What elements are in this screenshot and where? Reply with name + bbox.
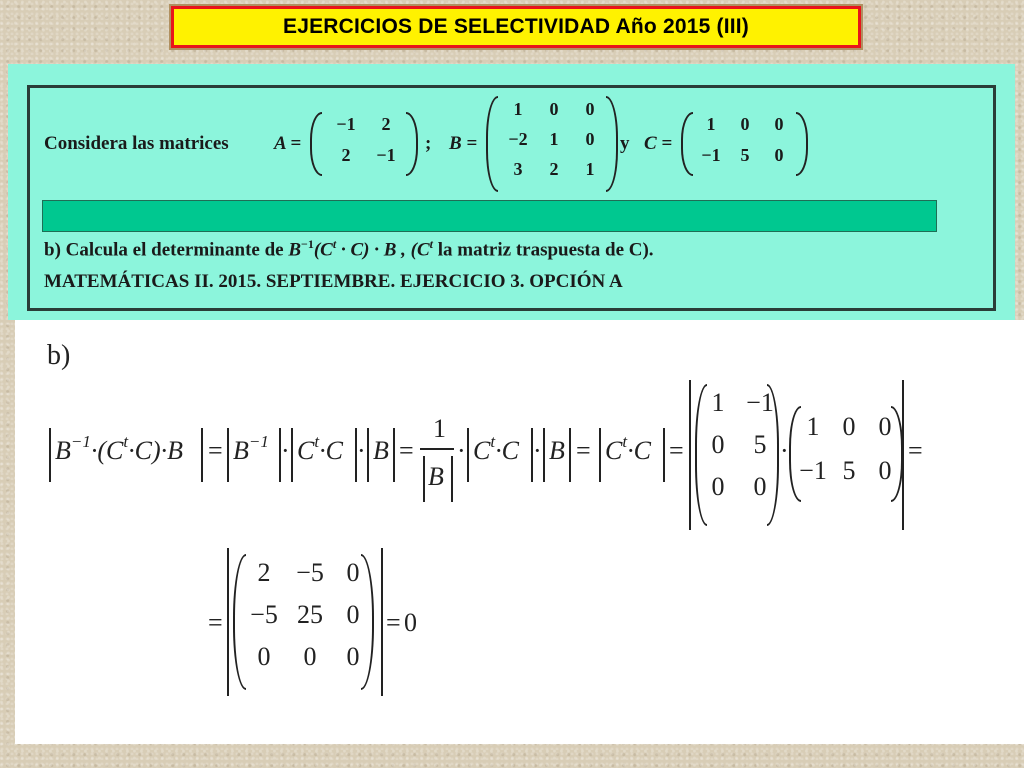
abs-bar — [423, 456, 425, 502]
dot: · — [780, 436, 789, 465]
dot: · — [457, 436, 466, 465]
matrix-cell: −1 — [701, 145, 721, 165]
abs-bar — [49, 428, 51, 482]
abs-bar — [291, 428, 293, 482]
matrix-cell: −5 — [250, 600, 278, 629]
matrix-a — [326, 114, 406, 166]
matrix-cell: 0 — [303, 642, 317, 671]
part-b-expr-end: · C) · B , (C — [340, 239, 430, 261]
matrix-cell: 25 — [297, 600, 323, 629]
abs-bar — [393, 428, 395, 482]
matrix-cell: 0 — [549, 99, 559, 119]
det-bar-right — [381, 548, 383, 696]
solution-panel — [15, 320, 1024, 744]
matrix-cell: 0 — [346, 558, 360, 587]
matrix-a-label: A = — [274, 133, 302, 154]
matrix-cell: −1 — [376, 145, 396, 165]
part-b-statement — [44, 237, 654, 261]
matrix-cell: 0 — [740, 114, 750, 134]
eq-binv-term: $B^{-1}\cdot(C^t\cdot C)\cdot B$ — [55, 432, 183, 465]
matrix-cell: 5 — [842, 456, 856, 485]
dot: · — [533, 436, 542, 465]
matrix-cell: 2 — [549, 159, 559, 179]
matrix-cell: 1 — [806, 412, 820, 441]
fraction-numerator: 1 — [433, 414, 446, 443]
eq-ctc: $C^t\cdot C$ — [473, 432, 519, 465]
matrix-cell: −1 — [746, 388, 774, 417]
matrix-cell: 0 — [774, 114, 784, 134]
solution-matrix-c — [795, 412, 903, 486]
det-bar-right — [902, 380, 904, 530]
matrix-cell: 0 — [257, 642, 271, 671]
part-b-prefix: b) Calcula el determinante de — [44, 239, 284, 261]
eq-b: B — [549, 436, 565, 465]
matrix-b — [500, 99, 608, 180]
abs-bar — [663, 428, 665, 482]
slide-title-box — [171, 6, 861, 48]
part-b-expr-t2: t — [429, 237, 433, 251]
matrix-b-label: B = — [449, 133, 478, 154]
matrix-cell: 0 — [711, 430, 725, 459]
eq-ctc: $C^t\cdot C$ — [297, 432, 343, 465]
matrix-c-label: C = — [644, 133, 673, 154]
matrix-cell: 0 — [711, 472, 725, 501]
dot: · — [281, 436, 290, 465]
part-b-expr-b: B — [288, 239, 302, 261]
abs-bar — [569, 428, 571, 482]
det-bar-left — [689, 380, 691, 530]
matrix-cell: 0 — [753, 472, 767, 501]
matrix-cell: −1 — [336, 114, 356, 134]
matrix-cell: 0 — [878, 456, 892, 485]
matrix-cell: 5 — [753, 430, 767, 459]
abs-bar — [543, 428, 545, 482]
eq-b: B — [373, 436, 389, 465]
result-equals: = — [386, 608, 401, 637]
slide-title: EJERCICIOS DE SELECTIVIDAD Año 2015 (III) — [282, 15, 749, 38]
matrix-cell: 2 — [381, 114, 391, 134]
separator: ; — [425, 133, 432, 154]
matrix-cell: −5 — [296, 558, 324, 587]
abs-bar — [367, 428, 369, 482]
hidden-part-a-bar — [42, 200, 937, 232]
part-b-expr-t: t — [332, 237, 337, 251]
matrix-cell: 0 — [878, 412, 892, 441]
problem-panel — [8, 64, 1015, 320]
problem-source: MATEMÁTICAS II. 2015. SEPTIEMBRE. EJERCICIO 3. OPCIÓN A — [44, 271, 623, 292]
solution-matrix-product — [241, 558, 373, 672]
matrix-cell: 1 — [513, 99, 523, 119]
matrix-cell: 1 — [711, 388, 725, 417]
equals-sign: = — [576, 436, 591, 465]
matrix-cell: −2 — [508, 129, 528, 149]
part-b-expr-sup: −1 — [301, 237, 314, 251]
matrix-cell: 0 — [585, 129, 595, 149]
equals-sign: = — [399, 436, 414, 465]
equals-sign: = — [669, 436, 684, 465]
abs-bar — [227, 428, 229, 482]
matrix-cell: 0 — [774, 145, 784, 165]
matrix-c — [694, 114, 796, 166]
equals-sign: = — [908, 436, 923, 465]
equals-sign: = — [208, 436, 223, 465]
part-b-suffix: la matriz traspuesta de C). — [437, 239, 654, 261]
result-zero: 0 — [404, 608, 417, 637]
eq-ctc: $C^t\cdot C$ — [605, 432, 651, 465]
matrix-cell: 2 — [341, 145, 351, 165]
eq-binv: $B^{-1}$ — [233, 432, 269, 465]
and-word: y — [620, 133, 630, 154]
abs-bar — [201, 428, 203, 482]
matrix-cell: 0 — [346, 642, 360, 671]
solution-part-label: b) — [47, 340, 71, 371]
problem-intro: Considera las matrices — [44, 133, 229, 154]
matrix-cell: 2 — [257, 558, 271, 587]
matrix-cell: 5 — [740, 145, 750, 165]
abs-bar — [599, 428, 601, 482]
abs-bar — [467, 428, 469, 482]
equals-sign: = — [208, 608, 223, 637]
part-b-expr-rest: (C — [313, 239, 333, 261]
fraction-line — [420, 448, 454, 450]
matrix-cell: 1 — [585, 159, 595, 179]
matrix-cell: 1 — [706, 114, 716, 134]
matrix-cell: 1 — [549, 129, 559, 149]
fraction-denominator: B — [428, 462, 444, 491]
matrix-cell: 3 — [513, 159, 523, 179]
abs-bar — [451, 456, 453, 502]
matrix-cell: −1 — [799, 456, 827, 485]
matrix-cell: 0 — [585, 99, 595, 119]
det-bar-left — [227, 548, 229, 696]
dot: · — [357, 436, 366, 465]
matrix-cell: 0 — [346, 600, 360, 629]
matrix-cell: 0 — [842, 412, 856, 441]
